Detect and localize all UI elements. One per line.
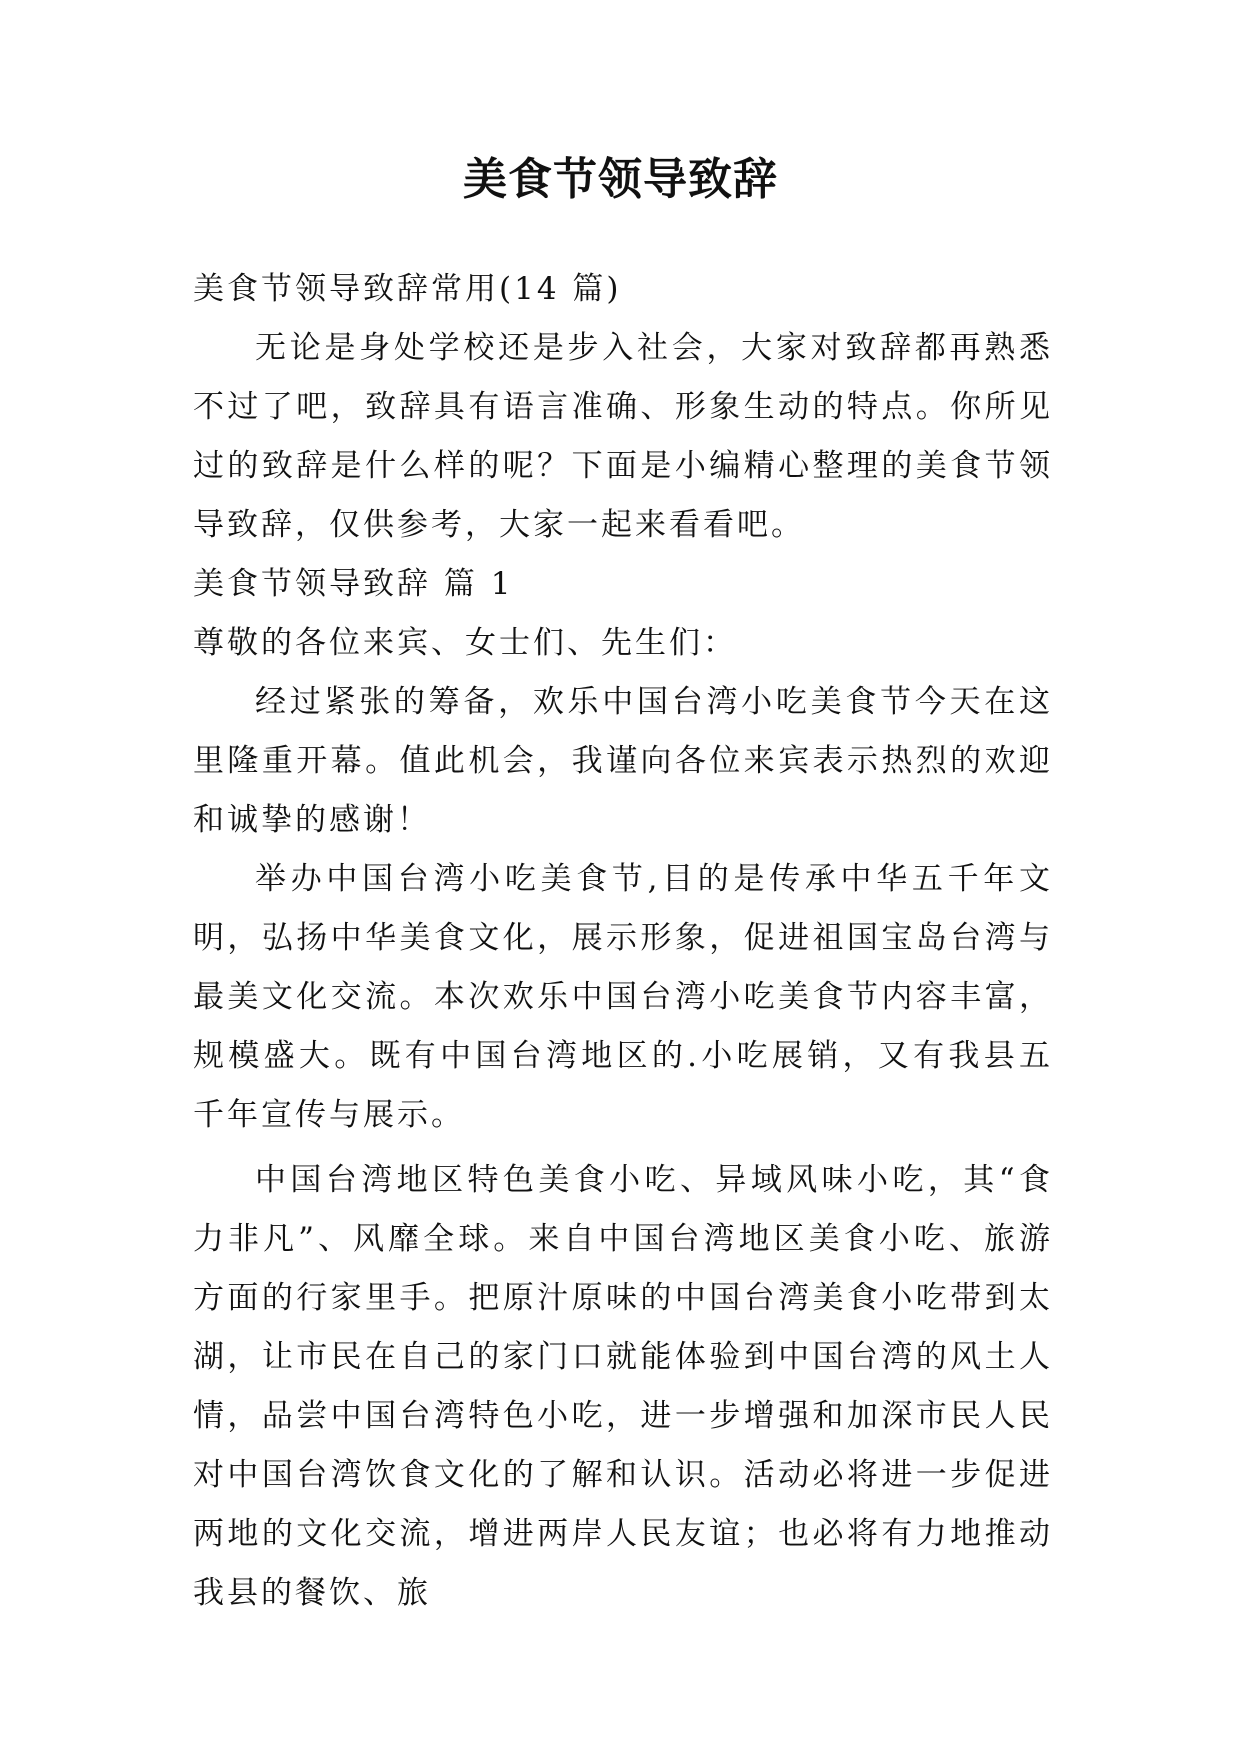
body-paragraph-2: 举办中国台湾小吃美食节,目的是传承中华五千年文明，弘扬中华美食文化，展示形象，促进祖国宝岛台湾与最美文化交流。本次欢乐中国台湾小吃美食节内容丰富，规模盛大。既有中国台湾地区的.小吃展销，又有我县五千年宣传与展示。 <box>193 861 1053 1133</box>
body-paragraph-1: 经过紧张的筹备，欢乐中国台湾小吃美食节今天在这里隆重开幕。值此机会，我谨向各位来宾表示热烈的欢迎和诚挚的感谢！ <box>193 684 1053 838</box>
document-title: 美食节领导致辞 <box>463 154 778 205</box>
salutation: 尊敬的各位来宾、女士们、先生们： <box>193 625 737 661</box>
body-paragraph-3: 中国台湾地区特色美食小吃、异域风味小吃，其“食力非凡”、风靡全球。来自中国台湾地区美食小吃、旅游方面的行家里手。把原汁原味的中国台湾美食小吃带到太湖，让市民在自己的家门口就能体验到中国台湾的风土人情，品尝中国台湾特色小吃，进一步增强和加深市民人民对中国台湾饮食文化的了解和认识。活动必将进一步促进两地的文化交流，增进两岸人民友谊；也必将有力地推动我县的餐饮、旅 <box>193 1162 1053 1611</box>
document-subtitle: 美食节领导致辞常用(14 篇) <box>193 271 622 307</box>
section-heading: 美食节领导致辞 篇 1 <box>193 566 514 602</box>
intro-paragraph: 无论是身处学校还是步入社会，大家对致辞都再熟悉不过了吧，致辞具有语言准确、形象生动的特点。你所见过的致辞是什么样的呢？下面是小编精心整理的美食节领导致辞，仅供参考，大家一起来看看吧。 <box>193 330 1053 543</box>
document-body <box>193 260 1053 1623</box>
